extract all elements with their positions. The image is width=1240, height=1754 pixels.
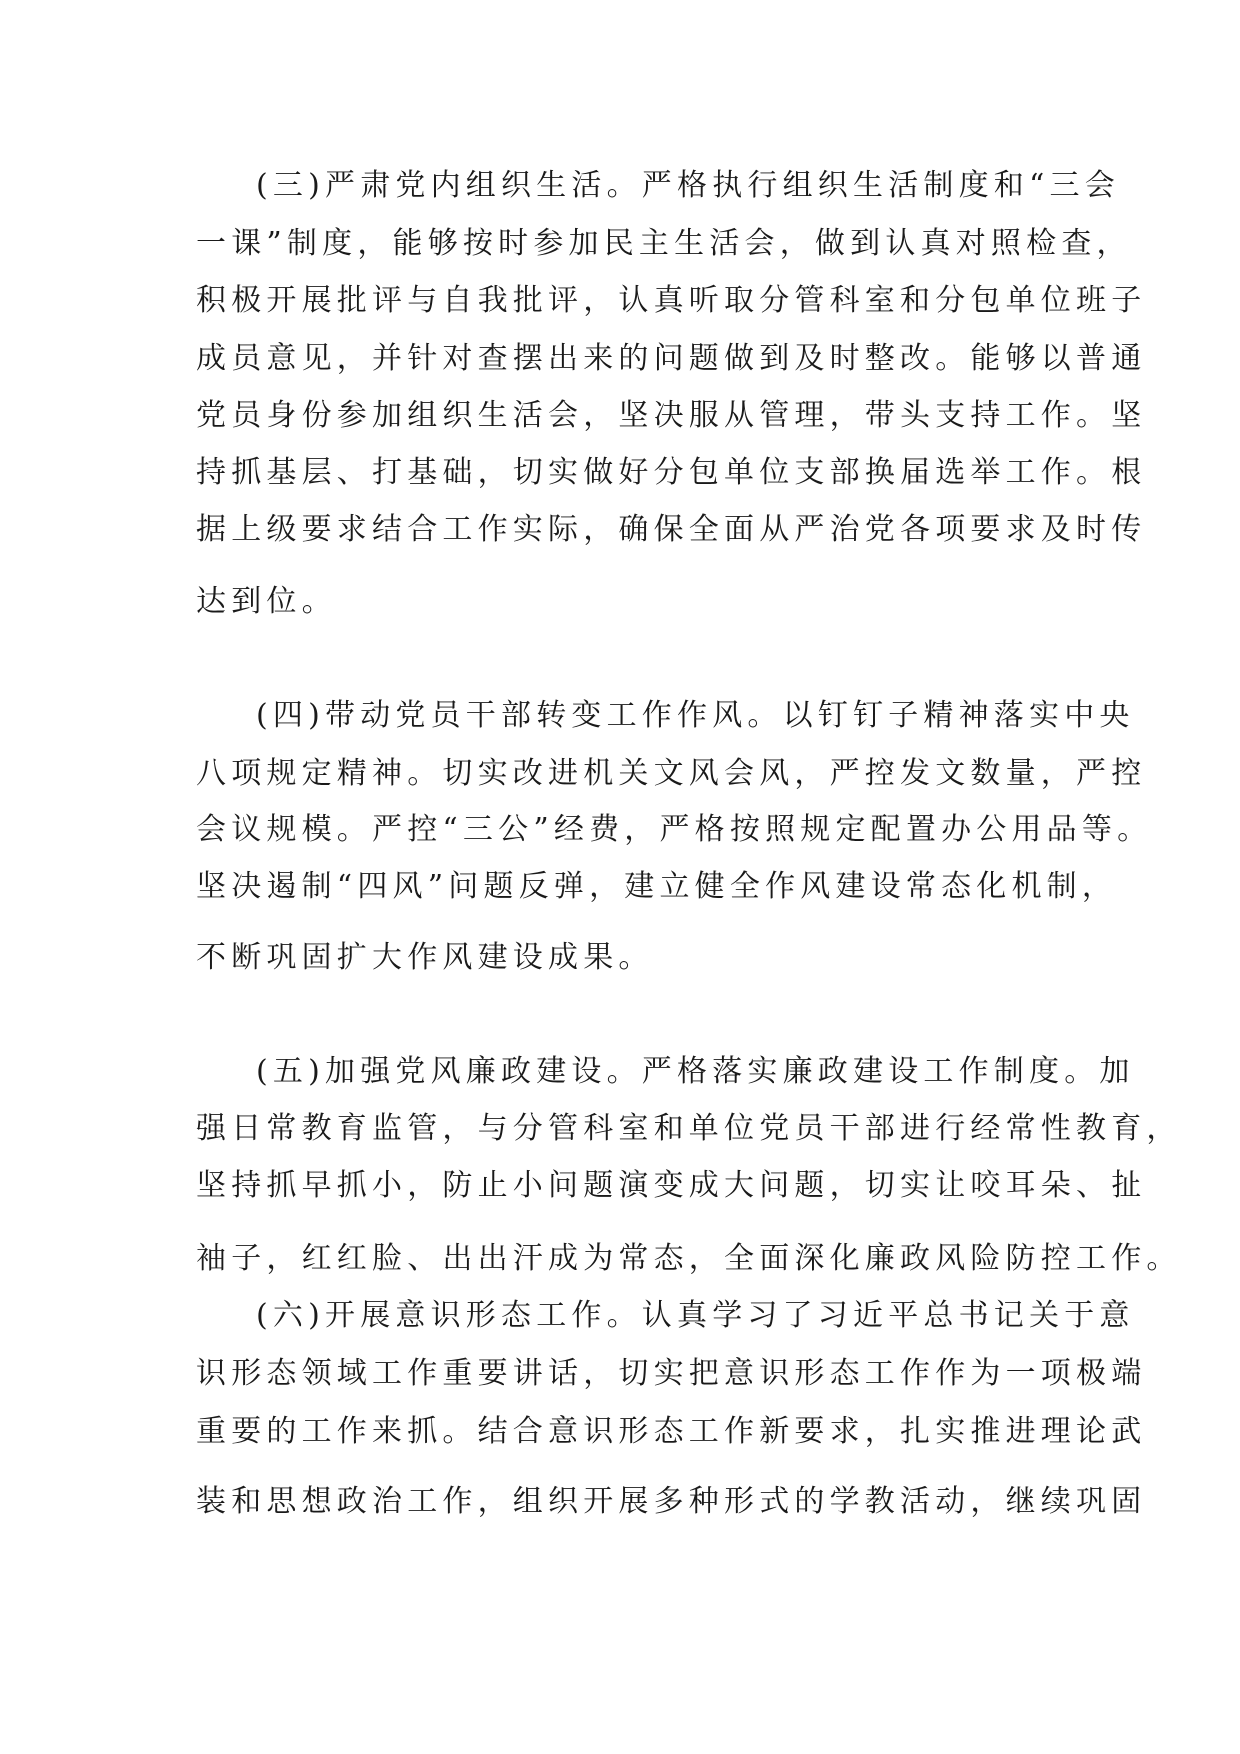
paragraph-line: 坚持抓早抓小，防止小问题演变成大问题，切实让咬耳朵、扯 — [196, 1168, 1147, 1203]
paragraph-line: 积极开展批评与自我批评，认真听取分管科室和分包单位班子 — [196, 283, 1147, 318]
paragraph-line: 袖子，红红脸、出出汗成为常态，全面深化廉政风险防控工作。 — [196, 1241, 1182, 1276]
paragraph-line: 据上级要求结合工作实际，确保全面从严治党各项要求及时传 — [196, 512, 1147, 547]
paragraph-line: (六)开展意识形态工作。认真学习了习近平总书记关于意 — [256, 1298, 1135, 1333]
paragraph-line: 识形态领域工作重要讲话，切实把意识形态工作作为一项极端 — [196, 1356, 1147, 1391]
paragraph-line: 一课”制度，能够按时参加民主生活会，做到认真对照检查， — [196, 226, 1132, 261]
paragraph-line: 达到位。 — [196, 584, 337, 619]
paragraph-line: 装和思想政治工作，组织开展多种形式的学教活动，继续巩固 — [196, 1484, 1147, 1519]
paragraph-line: 不断巩固扩大作风建设成果。 — [196, 940, 654, 975]
paragraph-line: 持抓基层、打基础，切实做好分包单位支部换届选举工作。根 — [196, 455, 1147, 490]
paragraph-line: (四)带动党员干部转变工作作风。以钉钉子精神落实中央 — [256, 698, 1135, 733]
paragraph-line: 党员身份参加组织生活会，坚决服从管理，带头支持工作。坚 — [196, 398, 1147, 433]
paragraph-line: 重要的工作来抓。结合意识形态工作新要求，扎实推进理论武 — [196, 1414, 1147, 1449]
paragraph-line: 八项规定精神。切实改进机关文风会风，严控发文数量，严控 — [196, 756, 1147, 791]
paragraph-line: 会议规模。严控“三公”经费，严格按照规定配置办公用品等。 — [196, 812, 1153, 847]
paragraph-line: (五)加强党风廉政建设。严格落实廉政建设工作制度。加 — [256, 1054, 1135, 1089]
paragraph-line: (三)严肃党内组织生活。严格执行组织生活制度和“三会 — [256, 168, 1120, 203]
paragraph-line: 成员意见，并针对查摆出来的问题做到及时整改。能够以普通 — [196, 341, 1147, 376]
paragraph-line: 强日常教育监管，与分管科室和单位党员干部进行经常性教育， — [196, 1111, 1182, 1146]
paragraph-line: 坚决遏制“四风”问题反弹，建立健全作风建设常态化机制， — [196, 869, 1118, 904]
